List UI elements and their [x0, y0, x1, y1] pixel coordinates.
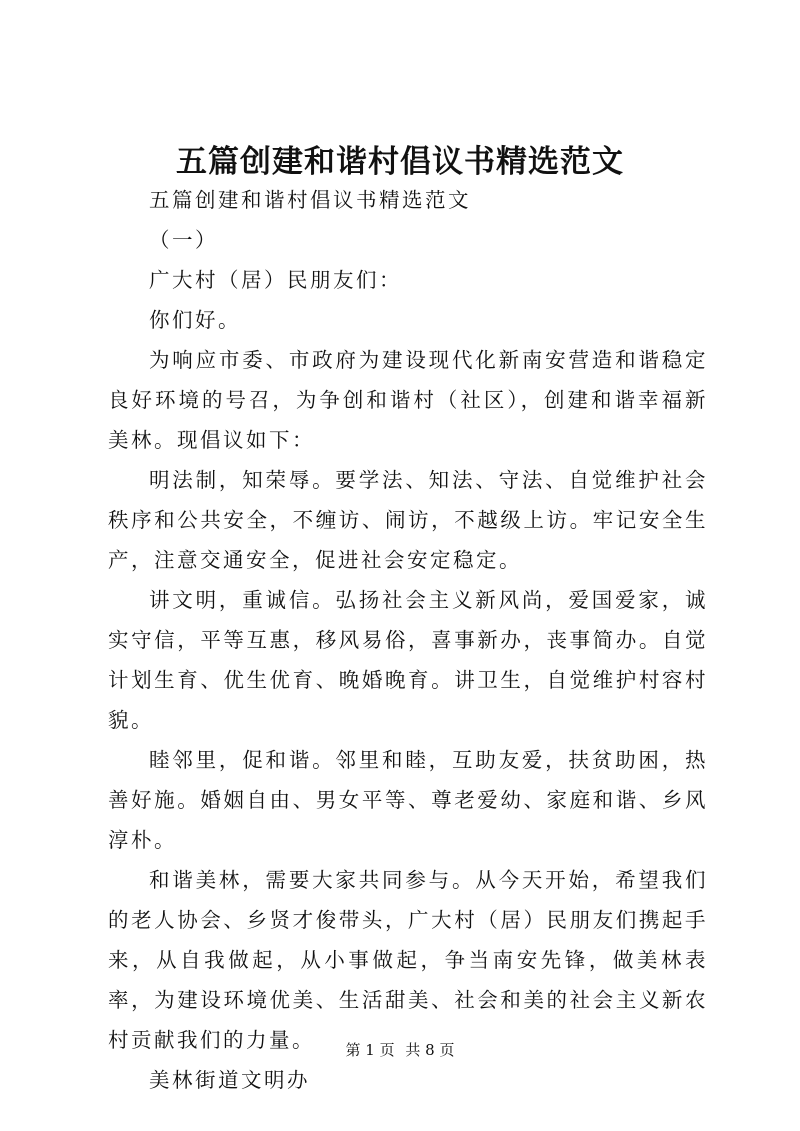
subtitle-paragraph: 五篇创建和谐村倡议书精选范文 [149, 188, 471, 212]
section-number-paragraph: （一） [149, 228, 218, 252]
harmony-paragraph: 睦邻里，促和谐。邻里和睦，互助友爱，扶贫助困，热善好施。婚姻自由、男女平等、尊老爱幼、家庭和谐、乡风淳朴。 [108, 748, 708, 852]
law-paragraph: 明法制，知荣辱。要学法、知法、守法、自觉维护社会秩序和公共安全，不缠访、闹访，不越级上访。牢记安全生产，注意交通安全，促进社会安定稳定。 [108, 468, 708, 572]
document-body [108, 180, 708, 1100]
page-total: 共 8 页 [405, 1041, 455, 1059]
page-number: 第 1 页 [345, 1041, 395, 1059]
intro-paragraph: 为响应市委、市政府为建设现代化新南安营造和谐稳定良好环境的号召，为争创和谐村（社区），创建和谐幸福新美林。现倡议如下： [108, 348, 708, 452]
civility-paragraph: 讲文明，重诚信。弘扬社会主义新风尚，爱国爱家，诚实守信，平等互惠，移风易俗，喜事新办，丧事简办。自觉计划生育、优生优育、晚婚晚育。讲卫生，自觉维护村容村貌。 [108, 588, 708, 732]
salutation-paragraph: 广大村（居）民朋友们： [149, 268, 402, 292]
call-to-action-paragraph: 和谐美林，需要大家共同参与。从今天开始，希望我们的老人协会、乡贤才俊带头，广大村（居）民朋友们携起手来，从自我做起，从小事做起，争当南安先锋，做美林表率，为建设环境优美、生活甜美、社会和美的社会主义新农村贡献我们的力量。 [108, 868, 708, 1052]
document-title: 五篇创建和谐村倡议书精选范文 [176, 144, 624, 180]
page-footer [0, 1040, 800, 1060]
signature-paragraph: 美林街道文明办 [149, 1068, 310, 1092]
greeting-paragraph: 你们好。 [149, 308, 241, 332]
